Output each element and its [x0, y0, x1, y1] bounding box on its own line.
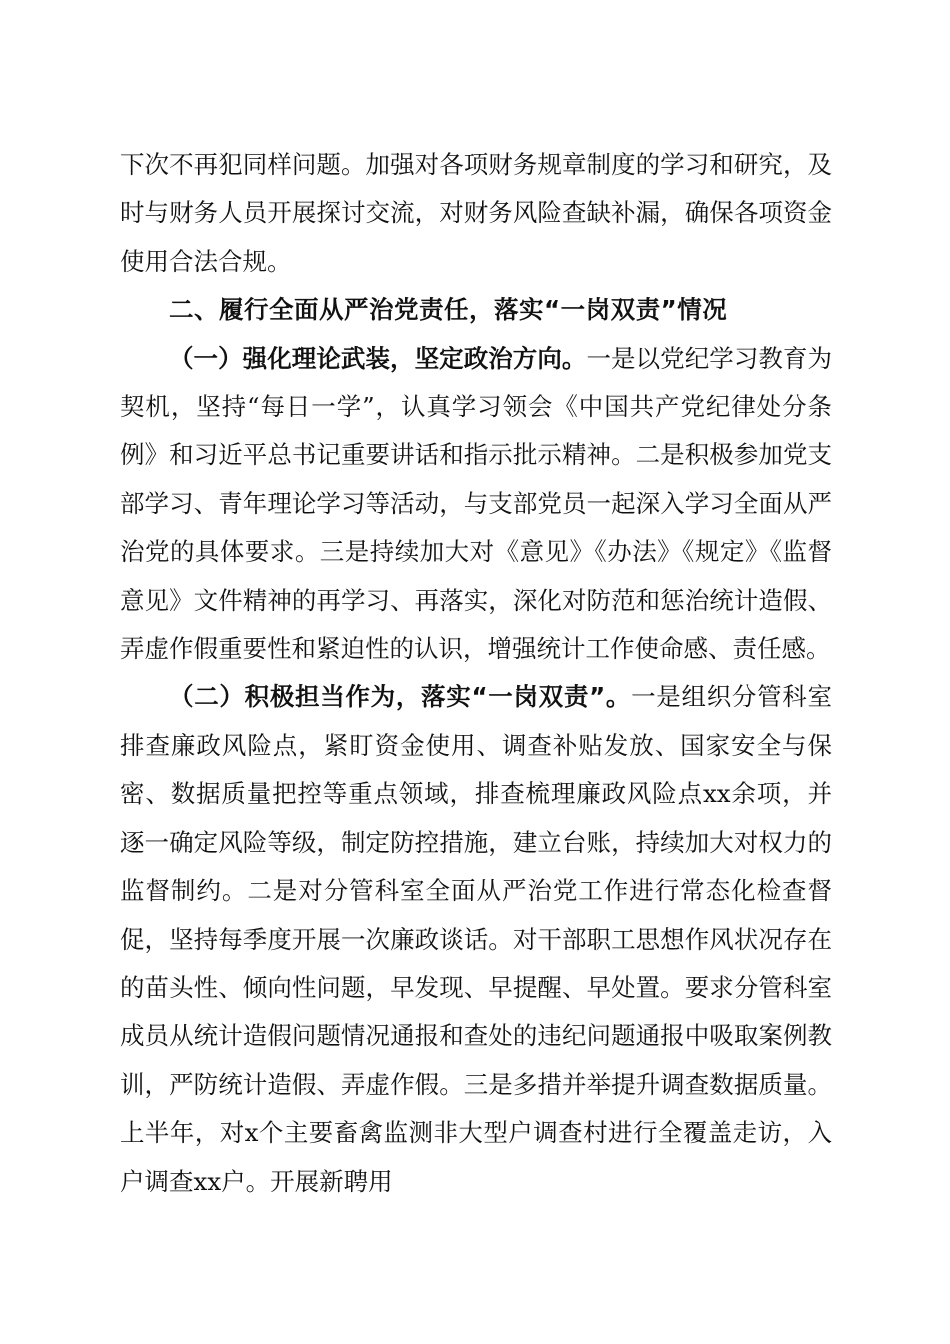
paragraph-item-2: [120, 673, 832, 1205]
item-1-body: 一是以党纪学习教育为契机，坚持“每日一学”，认真学习领会《中国共产党纪律处分条例》和习近平总书记重要讲话和指示批示精神。二是积极参加党支部学习、青年理论学习等活动，与支部党员一起深入学习全面从严治党的具体要求。三是持续加大对《意见》《办法》《规定》《监督意见》文件精神的再学习、再落实，深化对防范和惩治统计造假、弄虚作假重要性和紧迫性的认识，增强统计工作使命感、责任感。: [120, 343, 833, 664]
item-1-title: （一）强化理论武装，坚定政治方向。: [169, 343, 587, 373]
section-heading: 二、履行全面从严治党责任，落实“一岗双责”情况: [169, 295, 728, 325]
paragraph-continued: 下次不再犯同样问题。加强对各项财务规章制度的学习和研究，及时与财务人员开展探讨交流，对财务风险查缺补漏，确保各项资金使用合法合规。: [120, 150, 832, 276]
item-2-body: 一是组织分管科室排查廉政风险点，紧盯资金使用、调查补贴发放、国家安全与保密、数据质量把控等重点领域，排查梳理廉政风险点xx余项，并逐一确定风险等级，制定防控措施，建立台账，持续加大对权力的监督制约。二是对分管科室全面从严治党工作进行常态化检查督促，坚持每季度开展一次廉政谈话。对干部职工思想作风状况存在的苗头性、倾向性问题，早发现、早提醒、早处置。要求分管科室成员从统计造假问题情况通报和查处的违纪问题通报中吸取案例教训，严防统计造假、弄虚作假。三是多措并举提升调查数据质量。上半年，对x个主要畜禽监测非大型户调查村进行全覆盖走访，入户调查xx户。开展新聘用: [120, 682, 833, 1196]
paragraph-item-1: [120, 335, 832, 674]
item-2-title: （二）积极担当作为，落实“一岗双责”。: [169, 682, 632, 712]
document-body: [120, 141, 832, 1206]
